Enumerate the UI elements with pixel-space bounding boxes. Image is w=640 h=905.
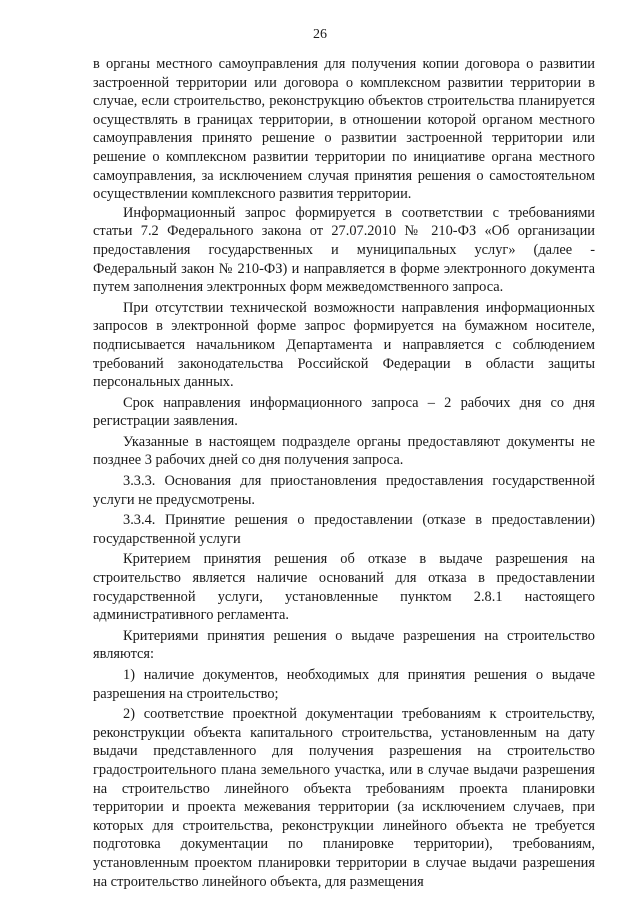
paragraph-8: Критерием принятия решения об отказе в выдаче разрешения на строительство является наличие оснований для отказа в предоставлении государственной услуги, установленные пунктом 2.8.1 настоящего административного регламента. bbox=[93, 551, 595, 624]
paragraph-7: 3.3.4. Принятие решения о предоставлении (отказе в предоставлении) государственной услуги bbox=[93, 512, 595, 547]
paragraph-9: Критериями принятия решения о выдаче разрешения на строительство являются: bbox=[93, 627, 595, 663]
paragraph-11: 2) соответствие проектной документации требованиям к строительству, реконструкции объекта капитального строительства, установленным на дату выдачи представленного для получения разрешения на строительство градостроительного плана земельного участка, или в случае выдачи разрешения на строительство линейного объекта требованиям проекта планировки территории и проекта межевания территории (за исключением случаев, при которых для строительства, реконструкции линейного объекта не требуется подготовка документации по планировке территории), требованиям, установленным проектом планировки территории в случае выдачи разрешения на строительство линейного объекта, для размещения bbox=[93, 706, 595, 890]
paragraph-5: Указанные в настоящем подразделе органы предоставляют документы не позднее 3 рабочих дней со дня получения запроса. bbox=[93, 433, 595, 469]
paragraph-10: 1) наличие документов, необходимых для принятия решения о выдаче разрешения на строительство; bbox=[93, 667, 595, 702]
paragraph-3: При отсутствии технической возможности направления информационных запросов в электронной форме запрос формируется на бумажном носителе, подписывается начальником Департамента и направляется с соблюдением требований законодательства Российской Федерации в области защиты персональных данных. bbox=[93, 299, 595, 391]
paragraph-2: Информационный запрос формируется в соответствии с требованиями статьи 7.2 Федерального закона от 27.07.2010 № 210-ФЗ «Об организации предоставления государственных и муниципальных услуг» (далее - Федеральный закон № 210-ФЗ) и направляется в форме электронного документа путем заполнения электронных форм межведомственного запроса. bbox=[93, 204, 595, 296]
page-number: 26 bbox=[313, 27, 327, 42]
paragraph-4: Срок направления информационного запроса – 2 рабочих дня со дня регистрации заявления. bbox=[93, 394, 595, 430]
document-body bbox=[93, 55, 595, 891]
paragraph-6: 3.3.3. Основания для приостановления предоставления государственной услуги не предусмотрены. bbox=[93, 473, 595, 508]
paragraph-1: в органы местного самоуправления для получения копии договора о развитии застроенной территории или договора о комплексном развитии территории в случае, если строительство, реконструкцию объектов строительства планируется осуществлять в границах территории, в отношении которой органом местного самоуправления принято решение о развитии застроенной территории или решение о комплексном развитии территории по инициативе органа местного самоуправления, за исключением случая принятия решения о самостоятельном осуществлении комплексного развития территории. bbox=[93, 56, 595, 203]
